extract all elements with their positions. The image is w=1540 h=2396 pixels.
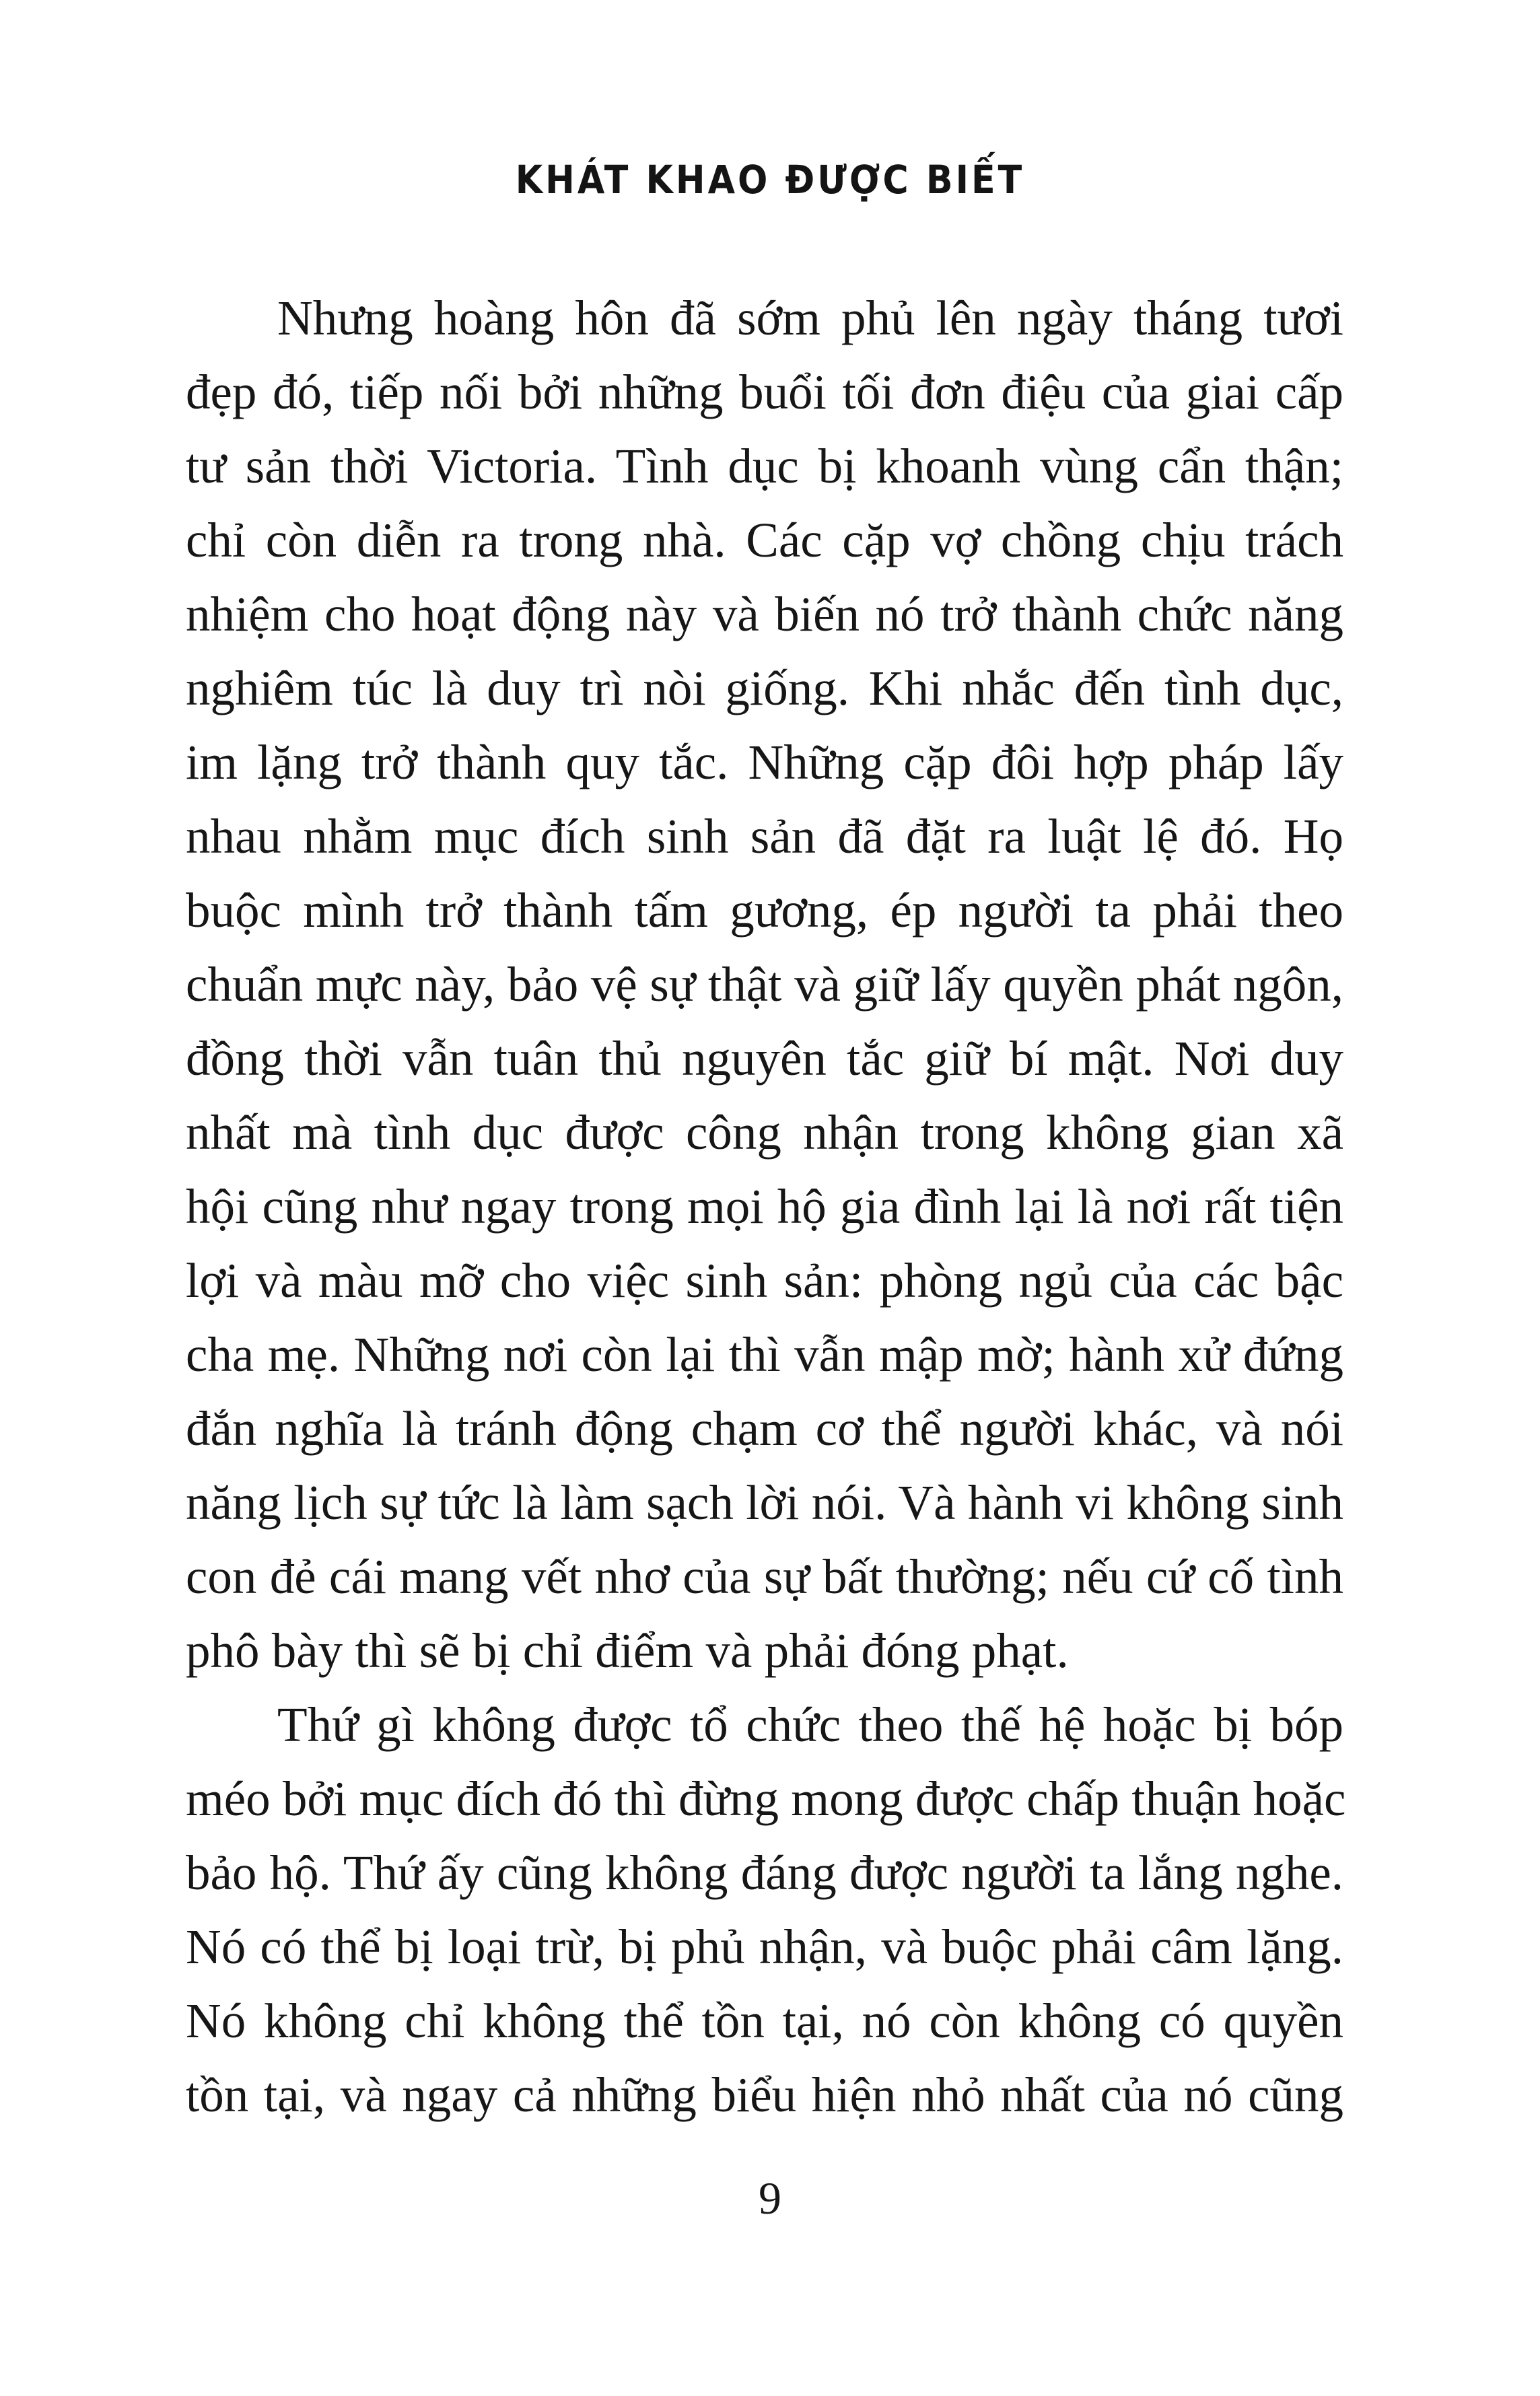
text-line: im lặng trở thành quy tắc. Những cặp đôi hợp pháp lấy: [186, 735, 1343, 789]
text-line: lợi và màu mỡ cho việc sinh sản: phòng ngủ của các bậc: [186, 1253, 1343, 1308]
text-line: Thứ gì không được tổ chức theo thế hệ hoặc bị bóp: [277, 1697, 1343, 1752]
running-header: KHÁT KHAO ĐƯỢC BIẾT: [515, 157, 1025, 203]
text-line: tư sản thời Victoria. Tình dục bị khoanh vùng cẩn thận;: [186, 439, 1343, 493]
text-line: con đẻ cái mang vết nhơ của sự bất thường; nếu cứ cố tình: [186, 1549, 1343, 1604]
text-line: bảo hộ. Thứ ấy cũng không đáng được người ta lắng nghe.: [186, 1845, 1343, 1900]
text-line: cha mẹ. Những nơi còn lại thì vẫn mập mờ; hành xử đứng: [186, 1327, 1343, 1382]
text-line: méo bởi mục đích đó thì đừng mong được chấp thuận hoặc: [186, 1771, 1346, 1826]
text-line: năng lịch sự tức là làm sạch lời nói. Và hành vi không sinh: [186, 1475, 1343, 1530]
text-line: đồng thời vẫn tuân thủ nguyên tắc giữ bí mật. Nơi duy: [186, 1031, 1343, 1086]
text-line: Nhưng hoàng hôn đã sớm phủ lên ngày tháng tươi: [277, 291, 1343, 345]
text-line: Nó có thể bị loại trừ, bị phủ nhận, và buộc phải câm lặng.: [186, 1919, 1343, 1974]
text-line: Nó không chỉ không thể tồn tại, nó còn không có quyền: [186, 1994, 1343, 2048]
text-line: tồn tại, và ngay cả những biểu hiện nhỏ nhất của nó cũng: [186, 2068, 1343, 2122]
text-line: buộc mình trở thành tấm gương, ép người ta phải theo: [186, 883, 1343, 938]
text-line: hội cũng như ngay trong mọi hộ gia đình lại là nơi rất tiện: [186, 1179, 1343, 1234]
text-line: nhất mà tình dục được công nhận trong không gian xã: [186, 1105, 1343, 1160]
text-line: nghiêm túc là duy trì nòi giống. Khi nhắc đến tình dục,: [186, 661, 1343, 715]
text-line: chuẩn mực này, bảo vệ sự thật và giữ lấy quyền phát ngôn,: [186, 957, 1343, 1012]
text-line: nhiệm cho hoạt động này và biến nó trở thành chức năng: [186, 587, 1343, 641]
text-line: chỉ còn diễn ra trong nhà. Các cặp vợ chồng chịu trách: [186, 513, 1343, 567]
text-line: nhau nhằm mục đích sinh sản đã đặt ra luật lệ đó. Họ: [186, 809, 1343, 864]
text-line: phô bày thì sẽ bị chỉ điểm và phải đóng phạt.: [186, 1623, 1069, 1678]
text-line: đẹp đó, tiếp nối bởi những buổi tối đơn điệu của giai cấp: [186, 365, 1343, 419]
text-line: đắn nghĩa là tránh động chạm cơ thể người khác, và nói: [186, 1401, 1343, 1456]
page-number: 9: [759, 2173, 781, 2224]
body-text: [186, 281, 1346, 2132]
